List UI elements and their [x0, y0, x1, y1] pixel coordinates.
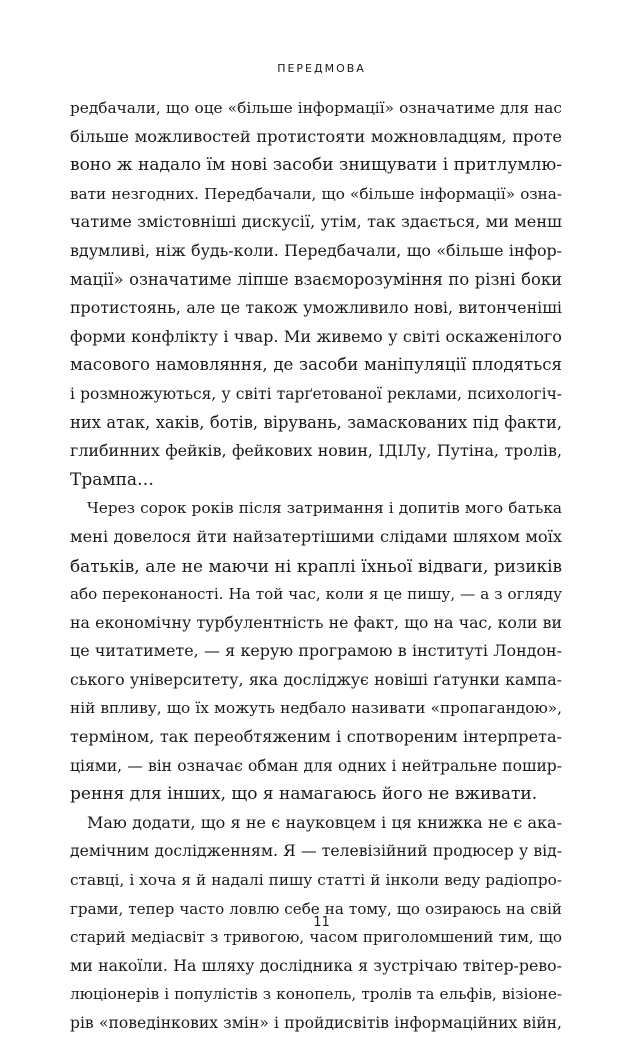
- text-line: рів «поведінкових змін» і пройдисвітів інформаційних війн,: [70, 1014, 562, 1032]
- text-line: і розмножуються, у світі тарґетованої реклами, психологіч-: [70, 384, 562, 403]
- text-line: демічним дослідженням. Я — телевізійний продюсер у від-: [70, 842, 562, 861]
- text-line: редбачали, що оце «більше інформації» означатиме для нас: [70, 99, 562, 117]
- text-line: масового намовляння, де засоби маніпуляції плодяться: [70, 355, 562, 375]
- text-line: чатиме змістовніші дискусії, утім, так здається, ми менш: [70, 212, 562, 232]
- text-line: вати незгодних. Передбачали, що «більше інформації» озна-: [70, 184, 562, 203]
- text-line: протистоянь, але це також уможливило нові, витонченіші: [70, 298, 562, 318]
- text-line: них атак, хаків, ботів, вірувань, замаскованих під факти,: [70, 412, 562, 432]
- text-line: ціями, — він означає обман для одних і нейтральне пошир-: [70, 756, 562, 775]
- text-line: рення для інших, що я намагаюсь його не вживати.: [70, 784, 538, 805]
- text-line: грами, тепер часто ловлю себе на тому, що озираюсь на свій: [70, 899, 562, 918]
- text-line: це читатимете, — я керую програмою в інституті Лондон-: [70, 641, 562, 661]
- text-line: Через сорок років після затримання і допитів мого батька: [87, 499, 562, 518]
- text-line: мації» означатиме ліпше взаєморозуміння по різні боки: [70, 269, 562, 289]
- text-line: вдумливі, ніж будь-коли. Передбачали, що «більше інфор-: [70, 240, 562, 260]
- text-line: воно ж надало їм нові засоби знищувати і притлумлю-: [70, 155, 562, 176]
- text-line: старий медіасвіт з тривогою, часом приголомшений тим, що: [70, 928, 562, 947]
- text-line: люціонерів і популістів з конопель, тролів та ельфів, візіоне-: [70, 985, 562, 1004]
- page-number: 11: [313, 915, 330, 930]
- paragraph-1: [70, 94, 562, 494]
- text-line: ставці, і хоча я й надалі пишу статті й інколи веду радіопро-: [70, 871, 562, 890]
- text-line: або переконаності. На той час, коли я це пишу, — а з огляду: [70, 585, 562, 604]
- running-head: ПЕРЕДМОВА: [277, 62, 366, 75]
- paragraph-2: [70, 494, 562, 809]
- text-line: мені довелося йти найзатертішими слідами шляхом моїх: [70, 526, 562, 546]
- text-line: на економічну турбулентність не факт, що на час, коли ви: [70, 612, 562, 632]
- text-line: форми конфлікту і чвар. Ми живемо у світі оскаженілого: [70, 326, 562, 346]
- text-line: ського університету, яка досліджує новіші ґатунки кампа-: [70, 669, 562, 689]
- text-line: Маю додати, що я не є науковцем і ця книжка не є ака-: [87, 812, 562, 832]
- text-line: терміном, так переобтяженим і спотвореним інтерпрета-: [70, 727, 562, 747]
- text-line: ній впливу, що їх можуть недбало називати «пропагандою»,: [70, 699, 562, 718]
- text-line: глибинних фейків, фейкових новин, ІДІЛу, Путіна, тролів,: [70, 441, 562, 461]
- text-line: батьків, але не маючи ні краплі їхньої відваги, ризиків: [70, 555, 562, 576]
- text-line: ми накоїли. На шляху дослідника я зустрічаю твітер-рево-: [70, 955, 562, 975]
- text-line: більше можливостей протистояти можновладцям, проте: [70, 126, 562, 146]
- body-text: [70, 94, 562, 1038]
- text-line: Трампа…: [70, 469, 155, 490]
